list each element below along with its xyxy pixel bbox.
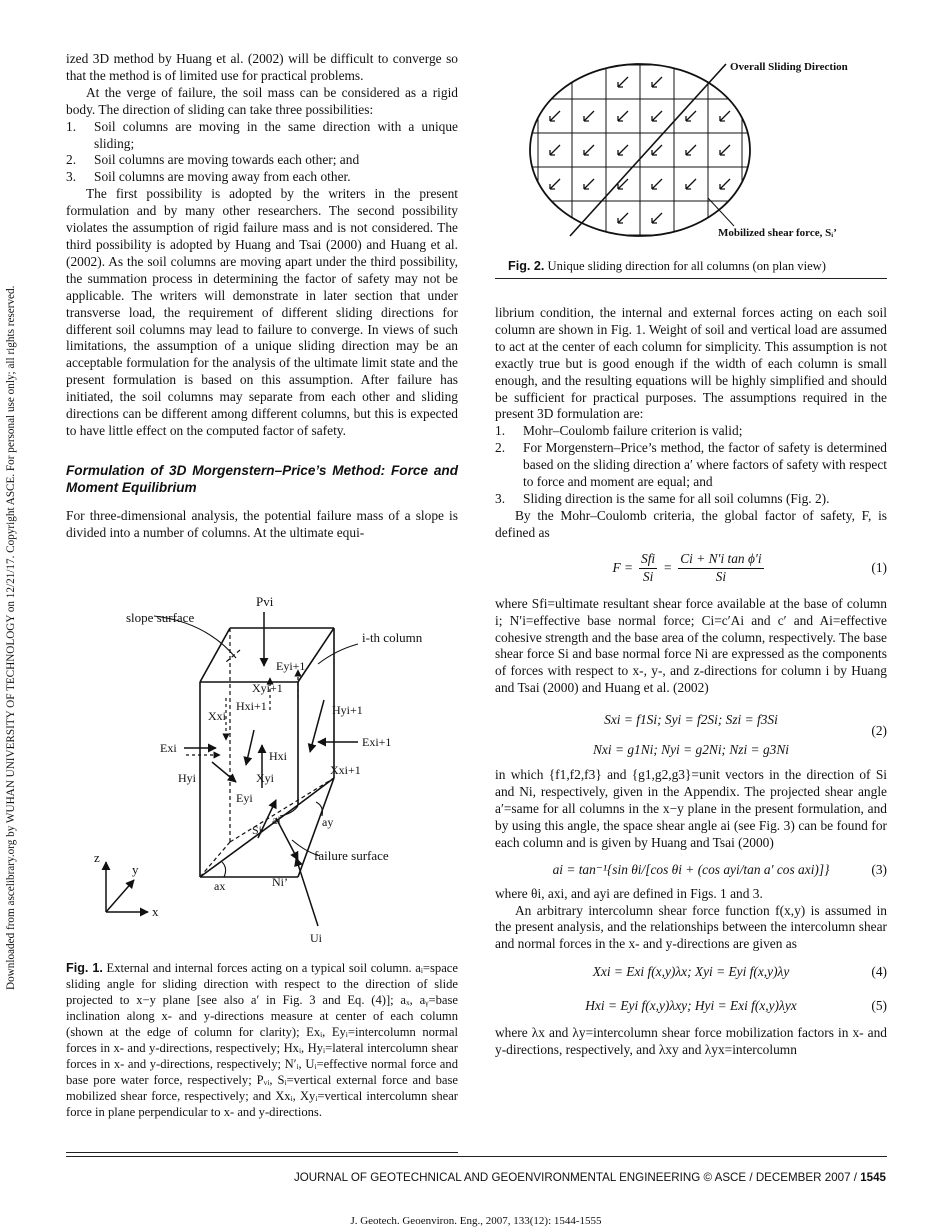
figure-2-plan-view [520,58,884,248]
footer-rule [66,1156,887,1157]
right-paragraph-1: librium condition, the internal and external forces acting on each soil column are shown in Fig. 1. Weight of soil and vertical load are assumed to act at the center of each column for simplicity. This assumption is not exactly true but is good enough if the width of each column is small enough, and the resulting equations will be highly simplified and should be sufficient for practical purposes. The assumptions required in the present 3D formulation are: [495,305,887,422]
eq5-body: Hxi = Eyi f(x,y)λxy; Hyi = Exi f(x,y)λyx [585,997,797,1013]
fig1-label-hxi: Hxi [269,749,287,763]
journal-name: JOURNAL OF GEOTECHNICAL AND GEOENVIRONMENTAL ENGINEERING © ASCE / DECEMBER 2007 / [293,1171,861,1184]
fig1-label-pvi: Pvi [256,594,274,609]
eq1-fraction-1-denominator: Si [642,569,654,585]
fig1-label-slope-surface: slope surface [126,610,195,625]
list-item [495,491,887,508]
shear-arrow-icon [550,111,560,121]
grid-lines [520,58,760,248]
right-figure-rule [495,278,887,279]
right-paragraph-7: where λx and λy=intercolumn shear force mobilization factors in x- and y-directions, respectively, and λxy and λyx=intercolumn [495,1025,887,1058]
equation-3 [495,856,887,886]
equation-number: (3) [871,862,887,878]
list-item [66,152,458,169]
shear-arrow-icon [686,111,696,121]
left-paragraph-4: For three-dimensional analysis, the potential failure mass of a slope is divided into a number of columns. At the ultimate equi- [66,507,458,540]
shear-arrow-icon [652,213,662,223]
list-item [495,440,887,491]
fig1-label-xxi1: Xxi+1 [330,763,361,777]
list-text: Sliding direction is the same for all soil columns (Fig. 2). [523,490,830,506]
shear-arrow-icon [618,77,628,87]
eq1-fraction-1-numerator: Sfi [639,551,657,569]
right-paragraph-4: in which {f1,f2,f3} and {g1,g2,g3}=unit vectors in the direction of Si and Ni, respectively, given in the Appendix. The projected shear angle a′=same for all columns in the x−y plane in the present formulation, and by using this angle, the space shear angle ai (see Fig. 3) can be found for each column and is given by Huang and Tsai (2000) [495,767,887,850]
figure-1-caption [66,960,458,1120]
equation-1 [495,546,887,592]
list-number: 2. [66,152,77,168]
shear-arrow-icon [550,145,560,155]
eq1-fraction-2-denominator: Si [715,569,727,585]
citation-line: J. Geotech. Geoenviron. Eng., 2007, 133(12): 1544-1555 [350,1215,602,1227]
eq1-fraction-2 [678,551,763,586]
list-number: 1. [495,423,506,439]
fig1-label-eyi1: Eyi+1 [276,659,306,673]
list-number: 2. [495,440,506,456]
shear-arrow-icon [720,111,730,121]
list-text: Soil columns are moving in the same direction with a unique sliding; [94,118,458,151]
shear-arrow-icon [584,145,594,155]
column-edge [298,628,334,682]
left-column-rule [66,1152,458,1153]
eq3-body: ai = tan⁻¹{sin θi/[cos θi + (cos ayi/tan a′ cos axi)]} [552,862,830,878]
overall-direction-line [570,64,726,236]
figure-1-soil-column [66,590,458,950]
eq1-lhs: F = [612,560,634,576]
right-paragraph-3: where Sfi=ultimate resultant shear force available at the base of column i; N′i=effective base normal force; Ci=c′Ai and c′ and Ai=effective cohesive strength and the base area of the column, respectively. The base shear force Si and base normal force Ni are expressed as the components of forces with respect to x-, y-, and z-directions for column i by Huang and Tsai (2000) and Huang et al. (2002) [495,595,887,696]
equation-number: (4) [871,963,887,979]
fig1-label-exi1: Exi+1 [362,735,392,749]
fig1-label-xyi: Xyi [256,771,274,785]
shear-arrow-icon [618,145,628,155]
list-item [66,119,458,153]
section-heading: Formulation of 3D Morgenstern–Price’s Method: Force and Moment Equilibrium [66,462,458,495]
list-number: 3. [495,490,506,506]
fig1-label-ith-column: i-th column [362,630,423,645]
download-notice-text: Downloaded from ascelibrary.org by WUHAN UNIVERSITY OF TECHNOLOGY on 12/21/17. Copyright ASCE. For personal use only; all rights reserved. [5,285,17,990]
fig1-label-ay: ay [322,815,334,829]
right-paragraph-5: where θi, axi, and ayi are defined in Figs. 1 and 3. [495,885,763,901]
equation-number: (5) [871,997,887,1013]
shear-arrow-icon [584,111,594,121]
figure-2-label: Fig. 2. [508,259,545,273]
page-number: 1545 [860,1171,886,1184]
fig1-axis-x: x [152,904,159,919]
figure-1-caption-text: External and internal forces acting on a typical soil column. aᵢ=space sliding angle for sliding direction with respect to the direction of slide projected to x−y plane [see also a′ in Fig. 3 and Eq. (4)]; aₓ, aᵧ=base inclination along x- and y-directions measure at center of each column (shown at the edge of column for clarity); Exᵢ, Eyᵢ=intercolumn normal forces in x- and y-directions, respectively; Hxᵢ, Hyᵢ=lateral intercolumn shear forces in x- and y-directions, respectively; N′ᵢ, Uᵢ=effective normal force and base pore water force, respectively; Pᵥᵢ, Sᵢ=vertical external force and base mobilized shear force, respectively; and Xxᵢ, Xyᵢ=vertical intercolumn shear force in plane perpendicular to x- and y-directions. [66,961,458,1119]
fig1-label-ai: ai [272,813,281,827]
shear-arrow-icon [652,77,662,87]
shear-arrow-icon [720,179,730,189]
left-paragraph-1: ized 3D method by Huang et al. (2002) will be difficult to converge so that the method is of limited use for practical problems. [66,51,458,83]
eq2-line-a: Sxi = f1Si; Syi = f2Si; Szi = f3Si [604,711,778,727]
fig1-label-xxi: Xxi [208,709,226,723]
leader-line [708,198,734,226]
fig1-label-failure-surface: failure surface [314,848,389,863]
download-notice [5,30,23,990]
eq1-equals: = [663,560,673,576]
fig1-label-ui: Ui [310,931,322,945]
left-paragraph-2: At the verge of failure, the soil mass can be considered as a rigid body. The direction of sliding can take three possibilities: [66,84,458,117]
shear-arrow-icon [652,111,662,121]
fig1-axis-z: z [94,850,100,865]
equation-4 [495,957,887,987]
fig1-label-ax: ax [214,879,226,893]
fig1-label-hxi1: Hxi+1 [236,699,267,713]
right-paragraph-6: An arbitrary intercolumn shear force function f(x,y) is assumed in the present analysis, and the relationships between the intercolumn shear and normal forces in the x- and y-directions are given as [495,902,887,952]
figure-2-caption-text: Unique sliding direction for all columns (on plan view) [547,259,826,273]
fig1-label-xyi1: Xyi+1 [252,681,283,695]
shear-arrow-icon [652,145,662,155]
list-text: Soil columns are moving towards each other; and [94,152,360,168]
equation-5 [495,991,887,1021]
list-item [495,423,887,440]
eq1-fraction-1 [639,551,657,586]
shear-arrow-icon [720,145,730,155]
right-column [495,305,887,1059]
fig2-label-mobilized-shear: Mobilized shear force, Sᵢ’ [718,227,837,239]
eq4-body: Xxi = Exi f(x,y)λx; Xyi = Eyi f(x,y)λy [592,963,790,979]
equation-number: (2) [871,723,887,739]
list-item [66,169,458,186]
list-text: Mohr–Coulomb failure criterion is valid; [523,423,743,439]
list-number: 3. [66,169,77,185]
shear-arrow-icon [686,179,696,189]
shear-arrow-icon [686,145,696,155]
fig1-label-eyi: Eyi [236,791,253,805]
fig1-label-hyi: Hyi [178,771,196,785]
list-text: Soil columns are moving away from each other. [94,169,351,185]
fig1-label-ni: Ni’ [272,875,288,889]
shear-arrow-icon [618,213,628,223]
fig1-label-exi: Exi [160,741,177,755]
figure-2-caption [508,258,888,274]
shear-arrow-icon [584,179,594,189]
fig1-label-si: Si [252,823,263,837]
list-text: For Morgenstern–Price’s method, the factor of safety is determined based on the sliding direction a′ where factors of safety with respect to force and moment are equal; and [523,440,887,490]
right-paragraph-2: By the Mohr–Coulomb criteria, the global factor of safety, F, is defined as [495,507,887,540]
column-edge [200,628,230,682]
left-paragraph-3: The first possibility is adopted by the writers in the present formulation and by many other researchers. The second possibility violates the assumption of rigid failure mass and is not considered. The third possibility is adopted by Huang and Tsai (2000) and Huang et al. (2002). As the soil columns are moving apart under the third possibility, the summation process in determining the factor of safety may not be applicable. The writers will demonstrate in later section that under transverse load, the requirement of different sliding directions for different soil columns may lead to failure to converge. In views of such limitations, the assumption of a unique sliding direction may be an acceptable formulation for the analysis of the ultimate limit state and the present formulation is based on this assumption. After failure has initiated, the soil columns may separate from each other and sliding directions can be different among different columns, but this is expected to have little effect on the computed factor of safety. [66,186,458,438]
fig1-axis-y: y [132,862,139,877]
shear-arrow-icon [550,179,560,189]
journal-footer [294,1171,886,1184]
eq1-fraction-2-numerator: Ci + N′i tan ϕ′i [678,551,763,569]
fig2-label-overall-direction: Overall Sliding Direction [730,61,848,73]
shear-arrow-icon [652,179,662,189]
equation-2 [495,709,887,761]
list-number: 1. [66,118,77,134]
fig1-label-hyi1: Hyi+1 [332,703,363,717]
eq2-line-b: Nxi = g1Ni; Nyi = g2Ni; Nzi = g3Ni [593,741,789,757]
equation-number: (1) [871,560,887,576]
shear-arrow-icon [618,111,628,121]
figure-1-label: Fig. 1. [66,961,103,975]
left-column-top [66,51,458,542]
